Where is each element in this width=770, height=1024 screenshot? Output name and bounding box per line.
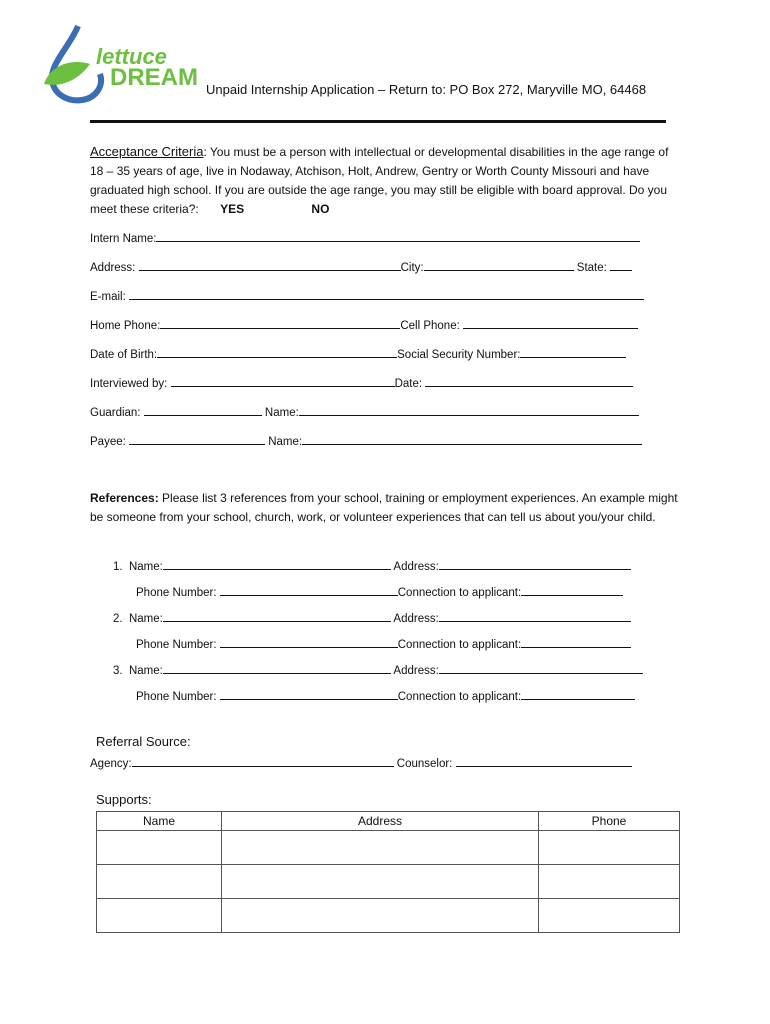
interviewed-row[interactable] bbox=[90, 375, 633, 390]
label: Phone Number: bbox=[136, 691, 217, 703]
label: State: bbox=[576, 262, 607, 274]
references-intro bbox=[90, 489, 680, 527]
logo-text-top: lettuce bbox=[96, 44, 167, 69]
payee-row[interactable] bbox=[90, 433, 642, 448]
label: Name: bbox=[128, 561, 163, 573]
label: Phone Number: bbox=[136, 587, 217, 599]
label: Address: bbox=[393, 561, 439, 573]
label: Name: bbox=[264, 407, 299, 419]
label: Date of Birth: bbox=[90, 349, 158, 361]
column-header-name: Name bbox=[97, 812, 222, 831]
label: Address: bbox=[90, 262, 136, 274]
supports-heading: Supports: bbox=[96, 792, 152, 807]
label: City: bbox=[400, 262, 424, 274]
label: Payee: bbox=[90, 436, 126, 448]
label: Name: bbox=[128, 665, 163, 677]
references-heading: References: bbox=[90, 491, 159, 505]
table-row bbox=[97, 831, 680, 865]
label: Name: bbox=[128, 613, 163, 625]
num: 3. bbox=[113, 665, 123, 677]
label: Phone Number: bbox=[136, 639, 217, 651]
label: Address: bbox=[393, 665, 439, 677]
logo bbox=[40, 24, 198, 107]
cell[interactable] bbox=[222, 899, 539, 933]
table-row bbox=[97, 865, 680, 899]
phone-row[interactable] bbox=[90, 317, 638, 332]
cell[interactable] bbox=[539, 899, 680, 933]
label: Guardian: bbox=[90, 407, 141, 419]
intern-name-field[interactable] bbox=[90, 230, 640, 245]
reference-2-phone[interactable] bbox=[136, 636, 631, 651]
label: Intern Name: bbox=[90, 233, 157, 245]
address-row[interactable] bbox=[90, 259, 632, 274]
reference-3-name[interactable] bbox=[113, 662, 643, 677]
cell[interactable] bbox=[97, 831, 222, 865]
acceptance-text: : You must be a person with intellectual or developmental disabilities in the age range of 18 – 35 years of age, live in Nodaway, Atchison, Holt, Andrew, Gentry or Worth County Missouri and have graduated high school. If you are outside the age range, you may still be eligible with board approval. Do you meet these criteria?: bbox=[90, 145, 669, 216]
header-divider bbox=[90, 120, 666, 123]
cell[interactable] bbox=[97, 899, 222, 933]
label: Date: bbox=[394, 378, 423, 390]
column-header-phone: Phone bbox=[539, 812, 680, 831]
references-text: Please list 3 references from your school, training or employment experiences. An example might be someone from your school, church, work, or volunteer experiences that can tell us about you/your child. bbox=[90, 491, 678, 524]
no-option[interactable]: NO bbox=[311, 202, 330, 216]
cell[interactable] bbox=[222, 831, 539, 865]
page-title: Unpaid Internship Application – Return to: PO Box 272, Maryville MO, 64468 bbox=[206, 82, 647, 97]
label: Interviewed by: bbox=[90, 378, 168, 390]
referral-heading: Referral Source: bbox=[96, 734, 191, 749]
label: Home Phone: bbox=[90, 320, 161, 332]
label: Name: bbox=[268, 436, 303, 448]
yes-option[interactable]: YES bbox=[220, 202, 245, 216]
num: 1. bbox=[113, 561, 123, 573]
referral-row[interactable] bbox=[90, 755, 632, 770]
logo-text-bottom: DREAM bbox=[110, 64, 198, 91]
reference-2-name[interactable] bbox=[113, 610, 631, 625]
label: Agency: bbox=[90, 758, 132, 770]
dob-ssn-row[interactable] bbox=[90, 346, 626, 361]
acceptance-heading: Acceptance Criteria bbox=[90, 144, 204, 159]
cell[interactable] bbox=[222, 865, 539, 899]
cell[interactable] bbox=[539, 831, 680, 865]
reference-3-phone[interactable] bbox=[136, 688, 635, 703]
guardian-row[interactable] bbox=[90, 404, 639, 419]
reference-1-phone[interactable] bbox=[136, 584, 623, 599]
label: Social Security Number: bbox=[397, 349, 521, 361]
label: Address: bbox=[393, 613, 439, 625]
num: 2. bbox=[113, 613, 123, 625]
supports-table bbox=[96, 811, 680, 933]
label: Connection to applicant: bbox=[397, 691, 522, 703]
label: Counselor: bbox=[396, 758, 453, 770]
label: E-mail: bbox=[90, 291, 126, 303]
email-field[interactable] bbox=[90, 288, 644, 303]
label: Cell Phone: bbox=[400, 320, 460, 332]
table-row bbox=[97, 899, 680, 933]
acceptance-criteria bbox=[90, 142, 680, 219]
column-header-address: Address bbox=[222, 812, 539, 831]
cell[interactable] bbox=[97, 865, 222, 899]
label: Connection to applicant: bbox=[397, 587, 522, 599]
reference-1-name[interactable] bbox=[113, 558, 631, 573]
label: Connection to applicant: bbox=[397, 639, 522, 651]
cell[interactable] bbox=[539, 865, 680, 899]
